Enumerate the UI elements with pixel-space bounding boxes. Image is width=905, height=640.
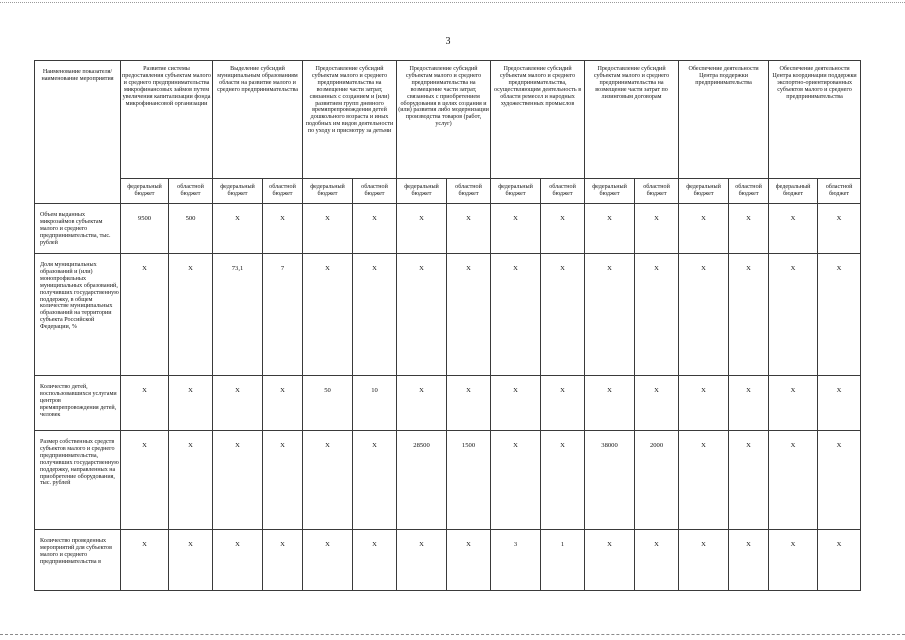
header-federal-6: федеральный бюджет [585,179,635,204]
table-cell: X [635,376,679,431]
table-cell: X [818,431,861,530]
table-cell: X [303,204,353,254]
table-cell: X [679,530,729,591]
table-cell: X [263,376,303,431]
table-cell: X [729,376,769,431]
table-cell: X [447,204,491,254]
table-cell: X [729,530,769,591]
table-cell: 50 [303,376,353,431]
table-row [35,254,861,376]
table-cell: X [263,530,303,591]
table-cell: X [818,254,861,376]
header-federal-5: федеральный бюджет [491,179,541,204]
table-cell: X [397,530,447,591]
row-label: Размер собственных средств субъектов малого и среднего предпринимательства, получивших государственную поддержку, направленных на приобретение оборудования, тыс. рублей [35,431,121,530]
table-cell: X [169,254,213,376]
row-label: Доля муниципальных образований и (или) монопрофильных муниципальных образований, получивших государственную поддержку, в общем количестве муниципальных образований на территории субъекта Российской Федерации, % [35,254,121,376]
header-group-1: Развитие системы предоставления субъектам малого и среднего предпринимательства микрофинансовых займов путем увеличения капитализации фонда микрофинансовой организации [121,61,213,179]
table-cell: 10 [353,376,397,431]
header-regional-3: областной бюджет [353,179,397,204]
table-cell: X [169,376,213,431]
table-cell: X [635,204,679,254]
header-group-2: Выделение субсидий муниципальным образованиям области на развитие малого и среднего предпринимательства [213,61,303,179]
table-cell: X [353,204,397,254]
header-federal-8: федеральный бюджет [769,179,818,204]
table-cell: X [729,254,769,376]
header-federal-2: федеральный бюджет [213,179,263,204]
header-row-groups [35,61,861,179]
header-regional-2: областной бюджет [263,179,303,204]
table-cell: 7 [263,254,303,376]
header-group-7: Обеспечение деятельности Центра поддержки предпринимательства [679,61,769,179]
table-row [35,204,861,254]
row-label: Количество детей, воспользовавшихся услугами центров времяпрепровождения детей, человек [35,376,121,431]
table-cell: X [397,204,447,254]
header-group-4: Предоставление субсидий субъектам малого и среднего предпринимательства на возмещение части затрат, связанных с приобретением оборудования в целях создания и (или) развития либо модернизации производства товаров (работ, услуг) [397,61,491,179]
table-cell: X [729,204,769,254]
table-cell: X [541,204,585,254]
table-cell: X [263,431,303,530]
table-row [35,431,861,530]
table-cell: X [491,204,541,254]
table-cell: X [585,376,635,431]
indicators-table [34,60,861,591]
table-cell: X [121,431,169,530]
table-cell: X [397,376,447,431]
table-cell: 1500 [447,431,491,530]
table-cell: X [818,530,861,591]
table-cell: 9500 [121,204,169,254]
table-cell: X [635,254,679,376]
table-cell: X [213,530,263,591]
table-cell: 28500 [397,431,447,530]
table-cell: X [121,530,169,591]
header-group-6: Предоставление субсидий субъектам малого и среднего предпринимательства на возмещение части затрат по лизинговым договорам [585,61,679,179]
table-cell: X [818,376,861,431]
table-cell: X [121,254,169,376]
table-row [35,530,861,591]
table-cell: X [303,431,353,530]
table-cell: 2000 [635,431,679,530]
table-cell: 38000 [585,431,635,530]
table-cell: X [769,376,818,431]
row-label: Количество проведенных мероприятий для субъектов малого и среднего предпринимательства в [35,530,121,591]
header-group-3: Предоставление субсидий субъектам малого и среднего предпринимательства на возмещение части затрат, связанных с созданием и (или) развитием групп дневного времяпрепровождения детей дошкольного возраста и иных подобных им видов деятельности по уходу и присмотру за детьми [303,61,397,179]
table-cell: X [679,254,729,376]
header-name-column: Наименование показателя/ наименование мероприятия [35,61,121,204]
table-cell: X [353,254,397,376]
table-cell: X [491,376,541,431]
table-cell: X [447,254,491,376]
row-label: Объем выданных микрозаймов субъектам малого и среднего предпринимательства, тыс. рублей [35,204,121,254]
table-cell: X [213,376,263,431]
table-cell: X [169,530,213,591]
table-cell: X [585,254,635,376]
scan-edge-top [0,2,905,3]
header-regional-4: областной бюджет [447,179,491,204]
table-cell: X [397,254,447,376]
table-cell: X [213,431,263,530]
page-number: 3 [445,36,451,47]
table-cell: X [679,431,729,530]
scan-edge-bottom [0,634,905,635]
header-federal-4: федеральный бюджет [397,179,447,204]
header-group-5: Предоставление субсидий субъектам малого и среднего предпринимательства, осуществляющим деятельность в области ремесел и народных художественных промыслов [491,61,585,179]
header-federal-3: федеральный бюджет [303,179,353,204]
table-cell: X [303,254,353,376]
table-cell: 500 [169,204,213,254]
table-cell: X [263,204,303,254]
header-regional-1: областной бюджет [169,179,213,204]
table-cell: X [541,431,585,530]
table-cell: X [169,431,213,530]
table-cell: X [769,204,818,254]
table-cell: X [729,431,769,530]
header-federal-1: федеральный бюджет [121,179,169,204]
table-cell: X [541,376,585,431]
table-cell: X [635,530,679,591]
header-row-budgets [35,179,861,204]
table-cell: X [541,254,585,376]
header-regional-8: областной бюджет [818,179,861,204]
header-regional-7: областной бюджет [729,179,769,204]
header-regional-5: областной бюджет [541,179,585,204]
table-cell: X [679,376,729,431]
header-regional-6: областной бюджет [635,179,679,204]
table-cell: X [818,204,861,254]
table-cell: X [213,204,263,254]
table-cell: X [679,204,729,254]
table-cell: X [121,376,169,431]
table-cell: 3 [491,530,541,591]
table-cell: X [353,431,397,530]
table-cell: 73,1 [213,254,263,376]
table-row [35,376,861,431]
header-group-8: Обеспечение деятельности Центра координации поддержки экспортно-ориентированных субъектов малого и среднего предпринимательства [769,61,861,179]
table-cell: X [303,530,353,591]
table-cell: X [769,530,818,591]
header-federal-7: федеральный бюджет [679,179,729,204]
table-cell: X [491,431,541,530]
table-cell: X [353,530,397,591]
table-cell: 1 [541,530,585,591]
table-cell: X [585,530,635,591]
table-cell: X [447,376,491,431]
table-cell: X [769,254,818,376]
table-cell: X [585,204,635,254]
table-cell: X [491,254,541,376]
table-cell: X [447,530,491,591]
table-cell: X [769,431,818,530]
